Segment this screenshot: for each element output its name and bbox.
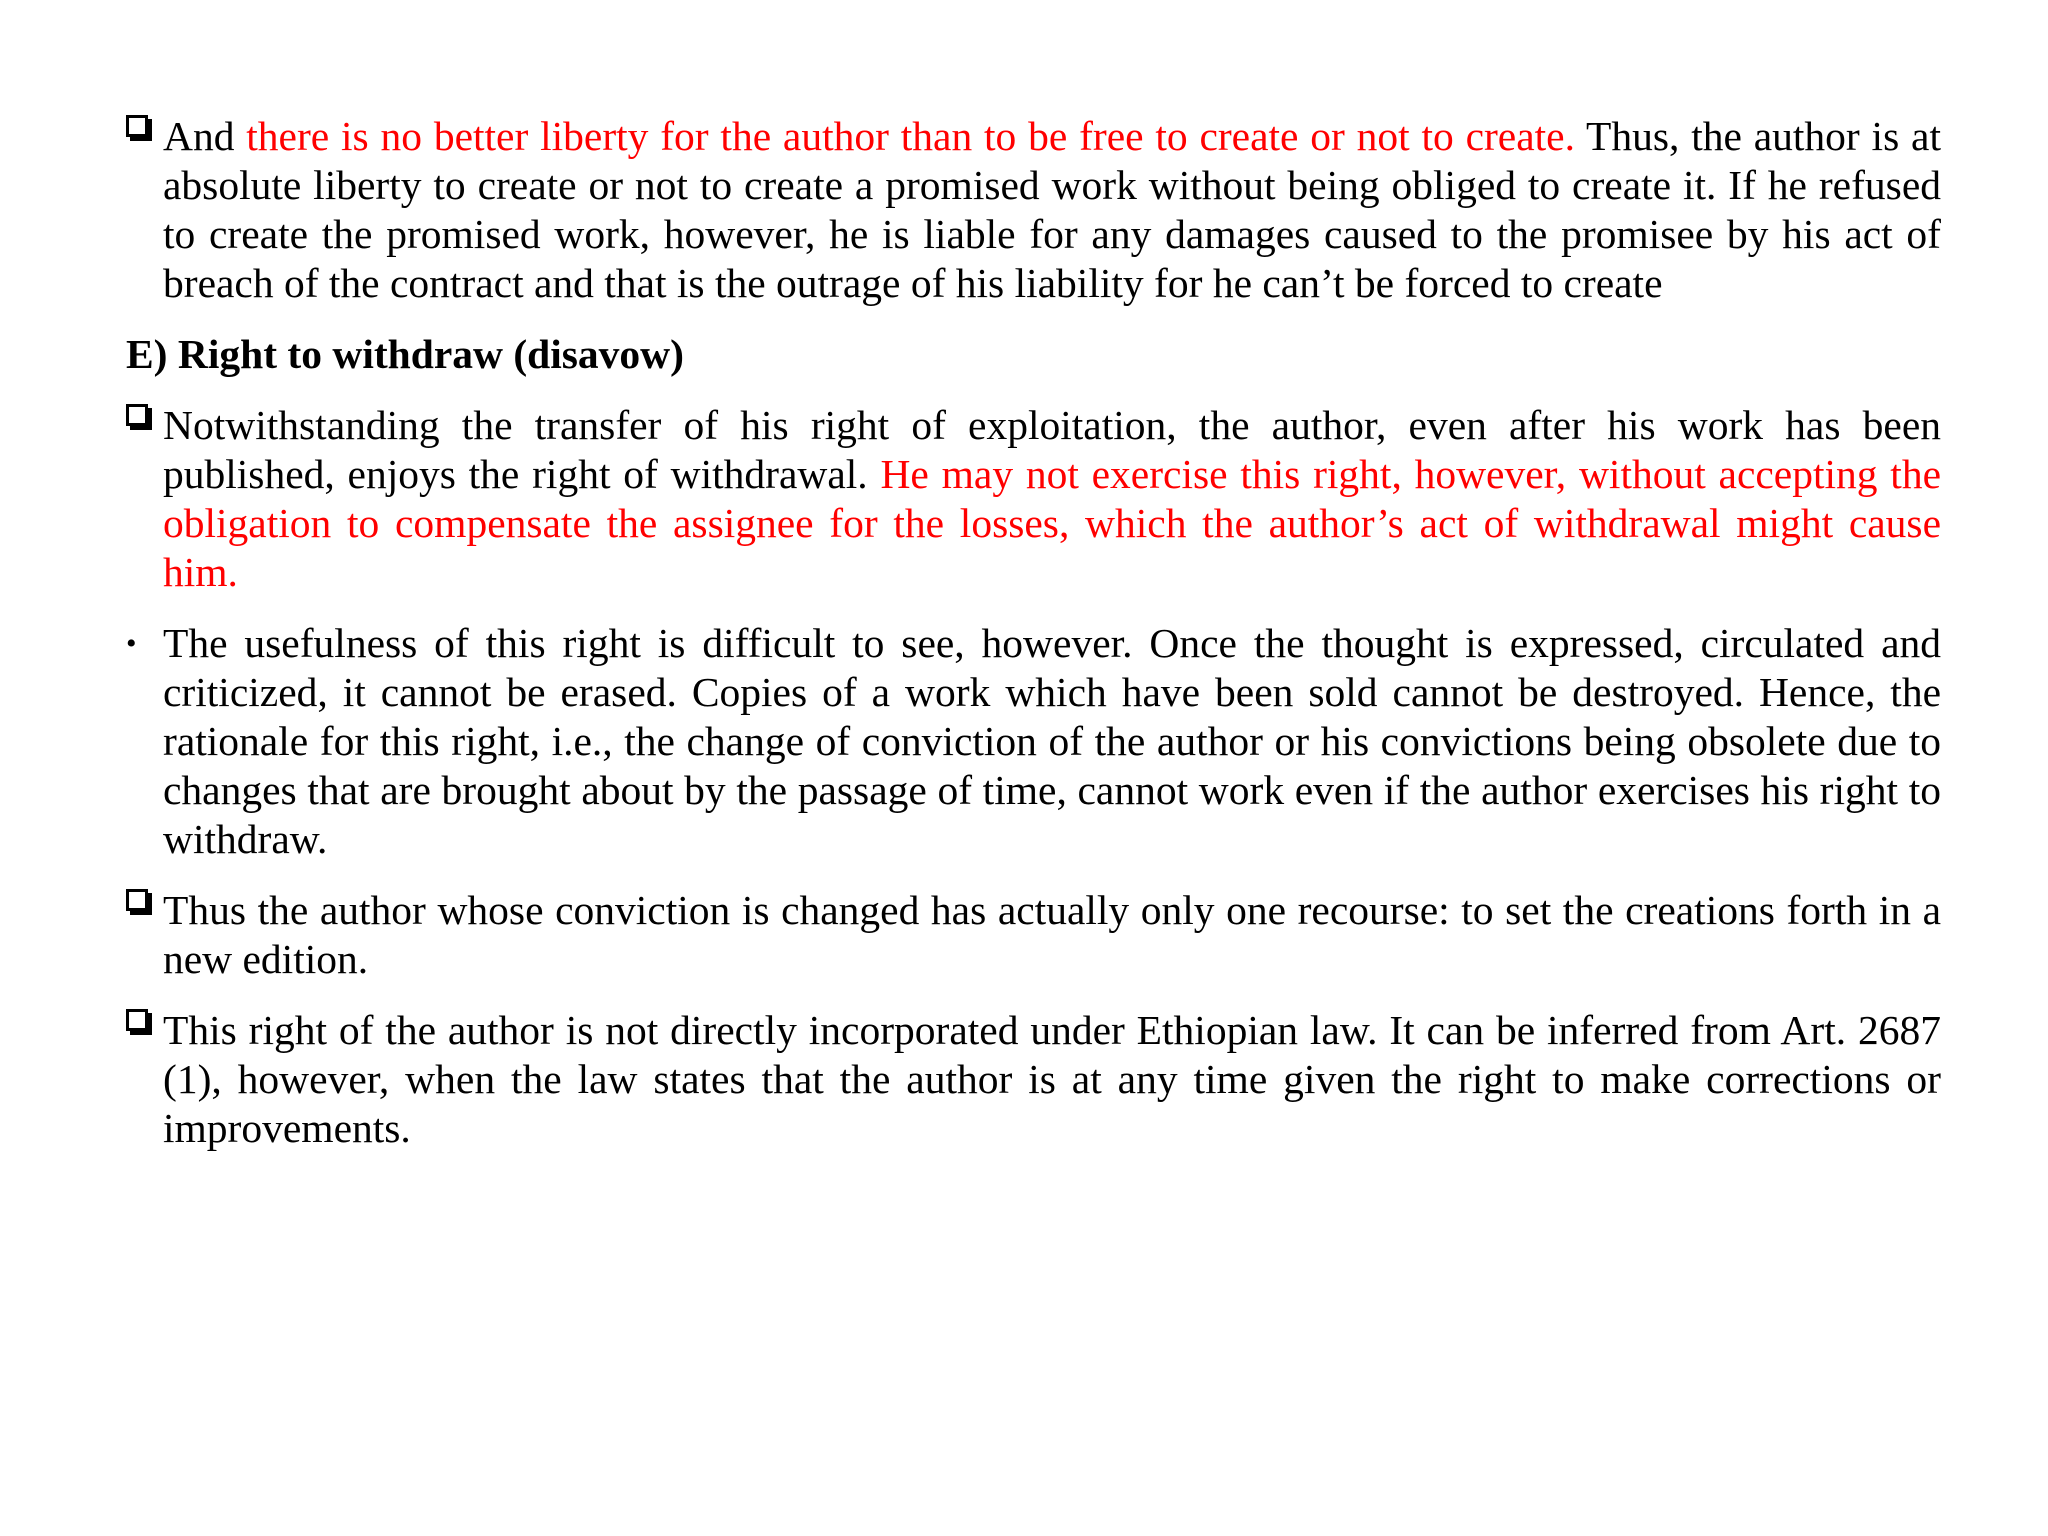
paragraph-text: This right of the author is not directly incorporated under Ethiopian law. It can be inferred from Art. 2687 (1), however, when the law states that the author is at any time given the right to make corrections or improvements. bbox=[163, 1007, 1941, 1151]
square-checkbox-icon bbox=[126, 115, 148, 137]
emphasis-text: there is no better liberty for the author than to be free to create or not to create. bbox=[246, 113, 1575, 159]
paragraph-text: And bbox=[163, 113, 247, 159]
square-checkbox-icon bbox=[126, 1009, 148, 1031]
square-checkbox-icon bbox=[126, 889, 148, 911]
paragraph-ethiopian-law bbox=[126, 1006, 1941, 1153]
paragraph-liberty-to-create bbox=[126, 112, 1941, 308]
paragraph-usefulness bbox=[126, 619, 1941, 864]
square-checkbox-icon bbox=[126, 404, 148, 426]
paragraph-recourse bbox=[126, 886, 1941, 984]
paragraph-text: Thus, the author is at absolute liberty to create or not to create a promised work without being obliged to create it. If he refused to create the promised work, however, he is liable for any damages caused to the promisee by his act of breach of the contract and that is the outrage of his liability for he can’t be forced to create bbox=[163, 113, 1941, 306]
section-heading: E) Right to withdraw (disavow) bbox=[126, 331, 684, 377]
paragraph-text: Thus the author whose conviction is changed has actually only one recourse: to set the creations forth in a new edition. bbox=[163, 887, 1941, 982]
paragraph-withdrawal bbox=[126, 401, 1941, 597]
paragraph-text: Notwithstanding the transfer of his right of exploitation, the author, even after his work has been published, enjoys the right of withdrawal. bbox=[163, 402, 1941, 497]
slide-content bbox=[126, 112, 1941, 1175]
paragraph-text: The usefulness of this right is difficult to see, however. Once the thought is expressed, circulated and criticized, it cannot be erased. Copies of a work which have been sold cannot be destroyed. Hence, the rationale for this right, i.e., the change of conviction of the author or his convictions being obsolete due to changes that are brought about by the passage of time, cannot work even if the author exercises his right to withdraw. bbox=[163, 620, 1941, 862]
dot-bullet-icon: • bbox=[126, 627, 137, 660]
emphasis-text: He may not exercise this right, however, without accepting the obligation to compensate the assignee for the losses, which the author’s act of withdrawal might cause him. bbox=[163, 451, 1941, 595]
